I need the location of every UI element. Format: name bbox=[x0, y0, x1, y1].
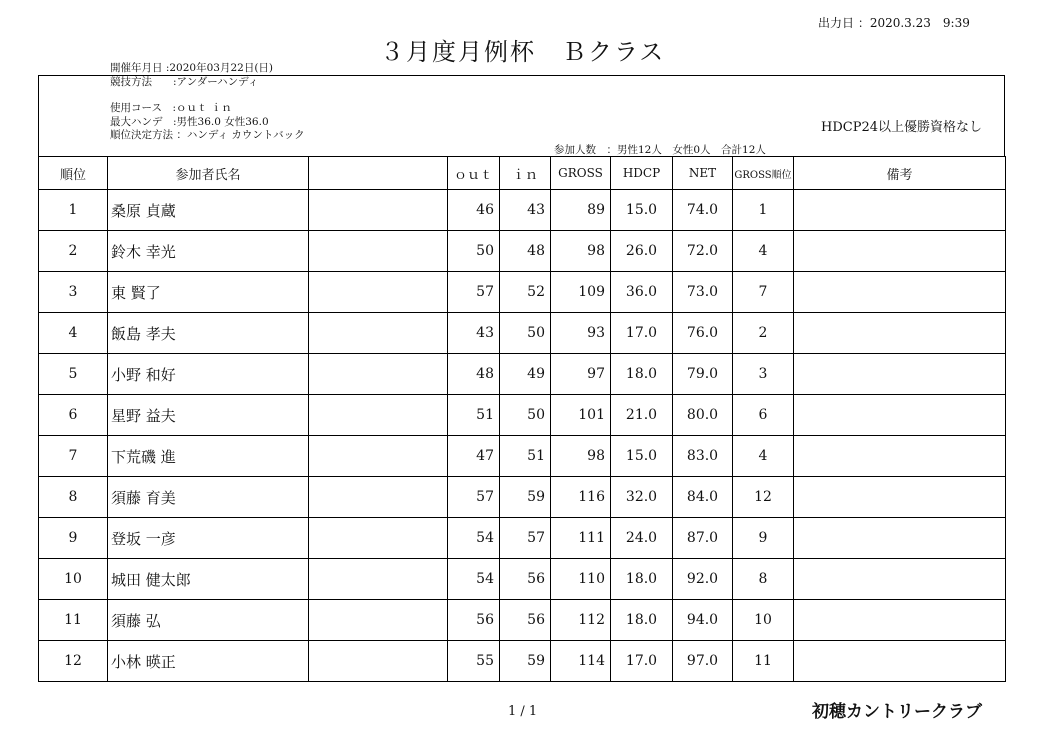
cell-gross: 89 bbox=[551, 190, 611, 231]
cell-rank: 6 bbox=[39, 395, 108, 436]
cell-hdcp: 18.0 bbox=[611, 600, 673, 641]
cell-blank bbox=[309, 313, 448, 354]
cell-name: 登坂 一彦 bbox=[108, 518, 309, 559]
cell-blank bbox=[309, 641, 448, 682]
cell-gross: 97 bbox=[551, 354, 611, 395]
cell-remarks bbox=[794, 641, 1006, 682]
cell-net: 84.0 bbox=[673, 477, 733, 518]
table-row bbox=[39, 641, 1006, 682]
col-gross: GROSS bbox=[551, 157, 611, 190]
cell-blank bbox=[309, 518, 448, 559]
cell-remarks bbox=[794, 190, 1006, 231]
cell-name: 下荒磯 進 bbox=[108, 436, 309, 477]
cell-remarks bbox=[794, 395, 1006, 436]
table-row bbox=[39, 354, 1006, 395]
cell-gross-rank: 12 bbox=[733, 477, 794, 518]
club-name: 初穂カントリークラブ bbox=[812, 702, 982, 722]
cell-rank: 10 bbox=[39, 559, 108, 600]
cell-remarks bbox=[794, 436, 1006, 477]
cell-out: 48 bbox=[448, 354, 500, 395]
cell-hdcp: 15.0 bbox=[611, 190, 673, 231]
cell-name: 小野 和好 bbox=[108, 354, 309, 395]
cell-gross-rank: 4 bbox=[733, 231, 794, 272]
col-name: 参加者氏名 bbox=[108, 157, 309, 190]
cell-rank: 2 bbox=[39, 231, 108, 272]
cell-net: 79.0 bbox=[673, 354, 733, 395]
col-net: NET bbox=[673, 157, 733, 190]
cell-gross-rank: 8 bbox=[733, 559, 794, 600]
cell-blank bbox=[309, 559, 448, 600]
cell-blank bbox=[309, 395, 448, 436]
table-row bbox=[39, 190, 1006, 231]
col-rank: 順位 bbox=[39, 157, 108, 190]
ranking-method: 順位決定方法 ：ハンディ カウントバック bbox=[110, 129, 305, 141]
cell-in: 59 bbox=[500, 641, 551, 682]
cell-name: 須藤 弘 bbox=[108, 600, 309, 641]
table-row bbox=[39, 395, 1006, 436]
cell-in: 56 bbox=[500, 600, 551, 641]
cell-blank bbox=[309, 272, 448, 313]
cell-remarks bbox=[794, 477, 1006, 518]
page-title: ３月度月例杯 Ｂクラス bbox=[380, 38, 666, 66]
col-out: ｏｕｔ bbox=[448, 157, 500, 190]
cell-gross: 116 bbox=[551, 477, 611, 518]
table-row bbox=[39, 272, 1006, 313]
course-used: 使用コース :ｏｕｔ ｉｎ bbox=[110, 102, 232, 114]
cell-out: 50 bbox=[448, 231, 500, 272]
cell-rank: 3 bbox=[39, 272, 108, 313]
cell-remarks bbox=[794, 559, 1006, 600]
cell-name: 城田 健太郎 bbox=[108, 559, 309, 600]
competition-method: 競技方法 :アンダーハンディ bbox=[110, 76, 259, 88]
cell-gross: 98 bbox=[551, 231, 611, 272]
cell-gross: 109 bbox=[551, 272, 611, 313]
cell-name: 飯島 孝夫 bbox=[108, 313, 309, 354]
table-header-row bbox=[39, 157, 1006, 190]
cell-hdcp: 21.0 bbox=[611, 395, 673, 436]
cell-net: 94.0 bbox=[673, 600, 733, 641]
cell-net: 87.0 bbox=[673, 518, 733, 559]
cell-hdcp: 15.0 bbox=[611, 436, 673, 477]
cell-net: 83.0 bbox=[673, 436, 733, 477]
cell-gross-rank: 7 bbox=[733, 272, 794, 313]
cell-name: 鈴木 幸光 bbox=[108, 231, 309, 272]
cell-blank bbox=[309, 354, 448, 395]
event-date: 開催年月日 :2020年03月22日(日) bbox=[110, 62, 274, 74]
cell-gross: 112 bbox=[551, 600, 611, 641]
table-row bbox=[39, 518, 1006, 559]
cell-hdcp: 26.0 bbox=[611, 231, 673, 272]
cell-remarks bbox=[794, 354, 1006, 395]
cell-in: 43 bbox=[500, 190, 551, 231]
cell-out: 54 bbox=[448, 559, 500, 600]
info-block bbox=[38, 75, 1005, 157]
cell-remarks bbox=[794, 313, 1006, 354]
cell-gross: 111 bbox=[551, 518, 611, 559]
cell-gross-rank: 9 bbox=[733, 518, 794, 559]
col-remarks: 備考 bbox=[794, 157, 1006, 190]
cell-rank: 4 bbox=[39, 313, 108, 354]
cell-remarks bbox=[794, 231, 1006, 272]
cell-in: 51 bbox=[500, 436, 551, 477]
cell-rank: 5 bbox=[39, 354, 108, 395]
cell-out: 43 bbox=[448, 313, 500, 354]
cell-gross-rank: 4 bbox=[733, 436, 794, 477]
cell-hdcp: 17.0 bbox=[611, 641, 673, 682]
cell-blank bbox=[309, 231, 448, 272]
cell-name: 東 賢了 bbox=[108, 272, 309, 313]
cell-rank: 7 bbox=[39, 436, 108, 477]
cell-gross-rank: 11 bbox=[733, 641, 794, 682]
table-row bbox=[39, 313, 1006, 354]
cell-remarks bbox=[794, 600, 1006, 641]
cell-hdcp: 32.0 bbox=[611, 477, 673, 518]
cell-net: 72.0 bbox=[673, 231, 733, 272]
cell-hdcp: 18.0 bbox=[611, 354, 673, 395]
cell-out: 54 bbox=[448, 518, 500, 559]
cell-in: 49 bbox=[500, 354, 551, 395]
cell-hdcp: 24.0 bbox=[611, 518, 673, 559]
cell-gross-rank: 3 bbox=[733, 354, 794, 395]
col-in: ｉｎ bbox=[500, 157, 551, 190]
page-number: 1 / 1 bbox=[508, 704, 538, 719]
cell-in: 56 bbox=[500, 559, 551, 600]
cell-out: 55 bbox=[448, 641, 500, 682]
cell-rank: 9 bbox=[39, 518, 108, 559]
table-row bbox=[39, 600, 1006, 641]
cell-gross-rank: 1 bbox=[733, 190, 794, 231]
cell-hdcp: 36.0 bbox=[611, 272, 673, 313]
cell-gross: 114 bbox=[551, 641, 611, 682]
cell-out: 47 bbox=[448, 436, 500, 477]
cell-in: 57 bbox=[500, 518, 551, 559]
cell-out: 46 bbox=[448, 190, 500, 231]
col-blank bbox=[309, 157, 448, 190]
cell-blank bbox=[309, 436, 448, 477]
cell-in: 50 bbox=[500, 313, 551, 354]
output-date: 出力日 ：2020.3.23 9:39 bbox=[818, 16, 970, 30]
cell-net: 74.0 bbox=[673, 190, 733, 231]
cell-gross: 101 bbox=[551, 395, 611, 436]
cell-blank bbox=[309, 477, 448, 518]
col-gross-rank: GROSS順位 bbox=[733, 157, 794, 190]
cell-rank: 8 bbox=[39, 477, 108, 518]
cell-gross: 93 bbox=[551, 313, 611, 354]
cell-gross: 110 bbox=[551, 559, 611, 600]
cell-in: 48 bbox=[500, 231, 551, 272]
cell-out: 57 bbox=[448, 272, 500, 313]
cell-name: 小林 暎正 bbox=[108, 641, 309, 682]
cell-name: 桑原 貞蔵 bbox=[108, 190, 309, 231]
table-row bbox=[39, 231, 1006, 272]
cell-net: 73.0 bbox=[673, 272, 733, 313]
table-row bbox=[39, 436, 1006, 477]
cell-name: 星野 益夫 bbox=[108, 395, 309, 436]
cell-net: 97.0 bbox=[673, 641, 733, 682]
cell-in: 50 bbox=[500, 395, 551, 436]
participant-count: 参加人数 ：男性12人 女性0人 合計12人 bbox=[554, 144, 766, 156]
cell-rank: 1 bbox=[39, 190, 108, 231]
cell-remarks bbox=[794, 518, 1006, 559]
col-hdcp: HDCP bbox=[611, 157, 673, 190]
cell-net: 80.0 bbox=[673, 395, 733, 436]
cell-hdcp: 17.0 bbox=[611, 313, 673, 354]
cell-gross-rank: 6 bbox=[733, 395, 794, 436]
results-table bbox=[38, 156, 1006, 682]
cell-gross-rank: 2 bbox=[733, 313, 794, 354]
cell-rank: 11 bbox=[39, 600, 108, 641]
cell-blank bbox=[309, 600, 448, 641]
cell-name: 須藤 育美 bbox=[108, 477, 309, 518]
cell-in: 59 bbox=[500, 477, 551, 518]
table-row bbox=[39, 559, 1006, 600]
hdcp-note: HDCP24以上優勝資格なし bbox=[821, 120, 982, 135]
max-handicap: 最大ハンデ :男性36.0 女性36.0 bbox=[110, 116, 269, 128]
table-row bbox=[39, 477, 1006, 518]
cell-net: 92.0 bbox=[673, 559, 733, 600]
cell-remarks bbox=[794, 272, 1006, 313]
cell-out: 57 bbox=[448, 477, 500, 518]
cell-gross-rank: 10 bbox=[733, 600, 794, 641]
cell-rank: 12 bbox=[39, 641, 108, 682]
cell-gross: 98 bbox=[551, 436, 611, 477]
cell-net: 76.0 bbox=[673, 313, 733, 354]
cell-hdcp: 18.0 bbox=[611, 559, 673, 600]
cell-out: 56 bbox=[448, 600, 500, 641]
cell-blank bbox=[309, 190, 448, 231]
cell-out: 51 bbox=[448, 395, 500, 436]
cell-in: 52 bbox=[500, 272, 551, 313]
